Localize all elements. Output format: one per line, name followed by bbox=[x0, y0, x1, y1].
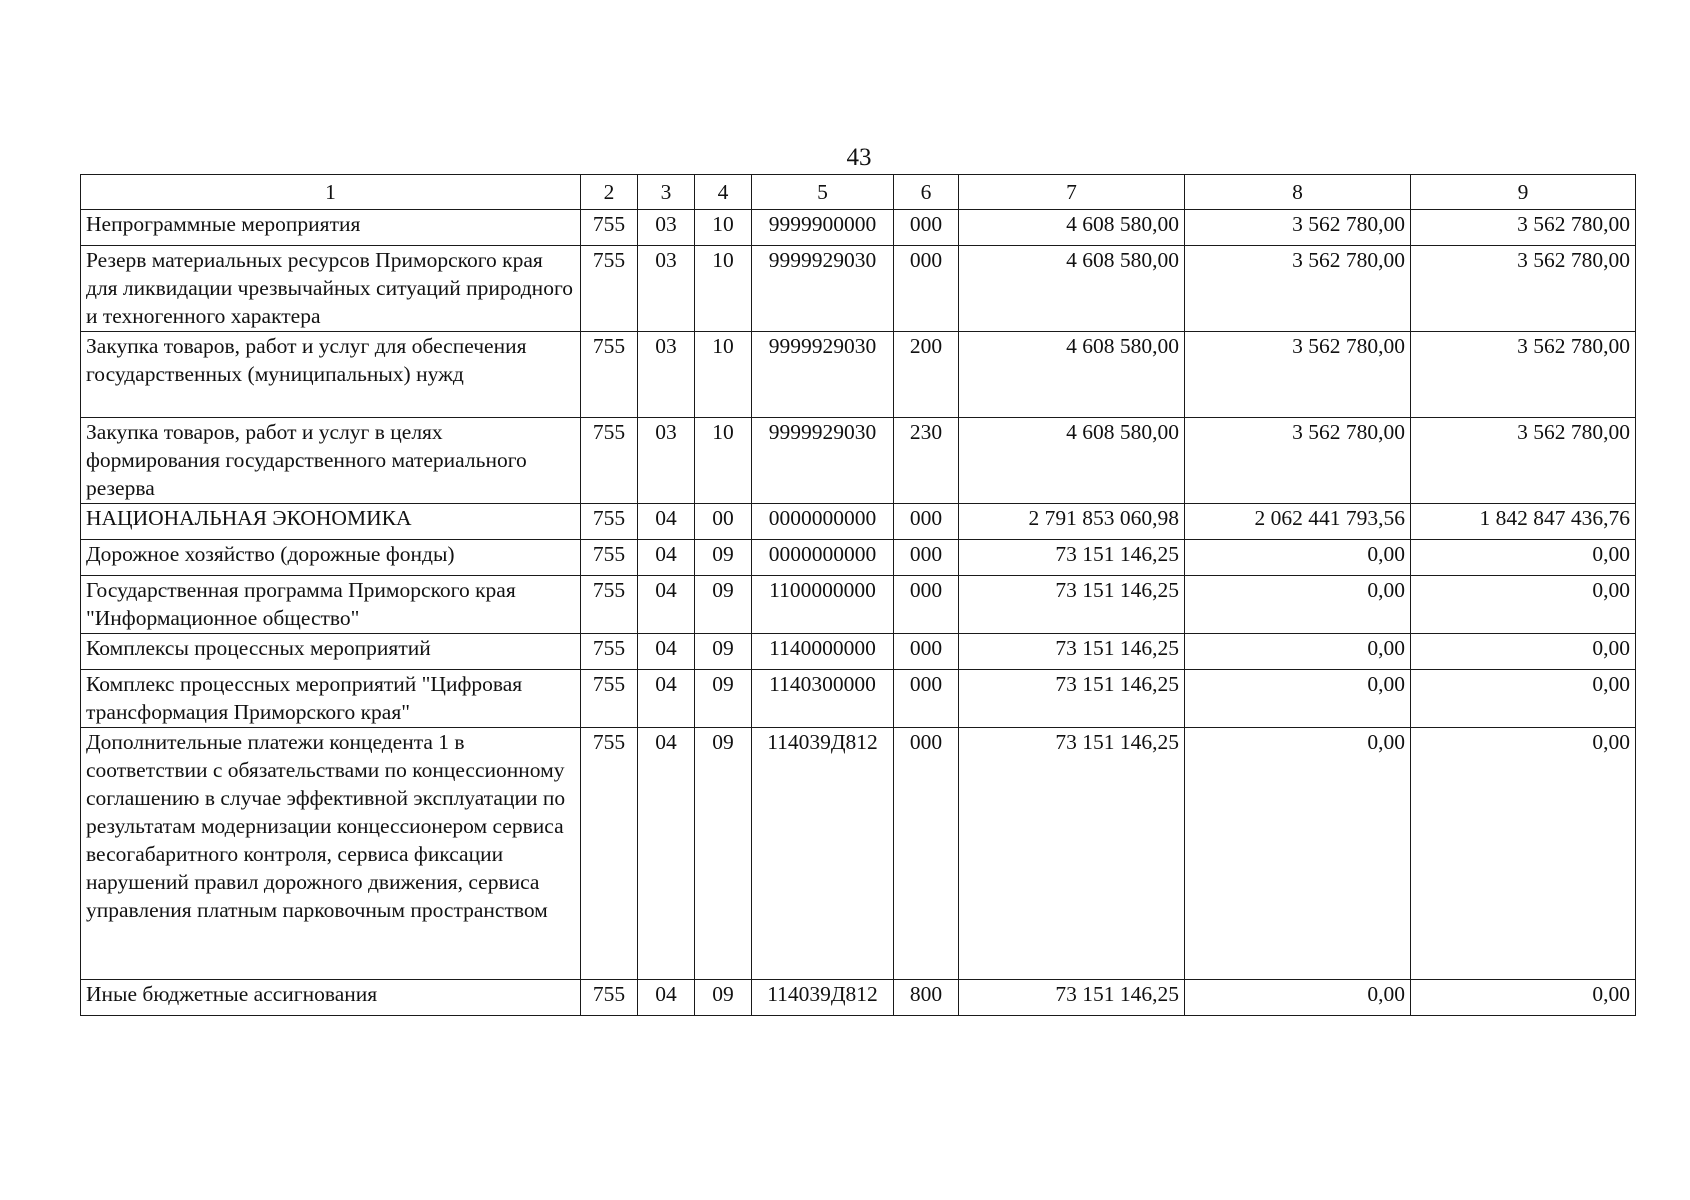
amount-cell-7: 73 151 146,25 bbox=[959, 576, 1185, 634]
amount-cell-7: 73 151 146,25 bbox=[959, 670, 1185, 728]
target-article-cell: 9999929030 bbox=[752, 246, 894, 332]
expense-type-cell: 800 bbox=[894, 980, 959, 1016]
amount-cell-9: 0,00 bbox=[1411, 728, 1636, 980]
section-cell: 04 bbox=[638, 980, 695, 1016]
amount-cell-9: 0,00 bbox=[1411, 670, 1636, 728]
subsection-cell: 10 bbox=[695, 332, 752, 418]
section-cell: 04 bbox=[638, 576, 695, 634]
table-row bbox=[81, 576, 1636, 634]
amount-cell-7: 73 151 146,25 bbox=[959, 728, 1185, 980]
subsection-cell: 10 bbox=[695, 210, 752, 246]
amount-cell-9: 3 562 780,00 bbox=[1411, 332, 1636, 418]
amount-cell-9: 0,00 bbox=[1411, 540, 1636, 576]
amount-cell-9: 3 562 780,00 bbox=[1411, 246, 1636, 332]
table-row bbox=[81, 210, 1636, 246]
header-cell-6: 6 bbox=[894, 175, 959, 210]
amount-cell-7: 73 151 146,25 bbox=[959, 980, 1185, 1016]
subsection-cell: 09 bbox=[695, 728, 752, 980]
code-cell: 755 bbox=[581, 210, 638, 246]
amount-cell-8: 2 062 441 793,56 bbox=[1185, 504, 1411, 540]
table-row bbox=[81, 246, 1636, 332]
row-name: Закупка товаров, работ и услуг в целях формирования государственного материального резерва bbox=[81, 418, 581, 504]
row-name: Государственная программа Приморского края "Информационное общество" bbox=[81, 576, 581, 634]
target-article-cell: 1100000000 bbox=[752, 576, 894, 634]
header-cell-4: 4 bbox=[695, 175, 752, 210]
header-cell-9: 9 bbox=[1411, 175, 1636, 210]
amount-cell-8: 0,00 bbox=[1185, 670, 1411, 728]
row-name: Комплексы процессных мероприятий bbox=[81, 634, 581, 670]
header-cell-5: 5 bbox=[752, 175, 894, 210]
header-row bbox=[81, 175, 1636, 210]
amount-cell-9: 3 562 780,00 bbox=[1411, 418, 1636, 504]
amount-cell-9: 1 842 847 436,76 bbox=[1411, 504, 1636, 540]
target-article-cell: 1140300000 bbox=[752, 670, 894, 728]
amount-cell-9: 0,00 bbox=[1411, 576, 1636, 634]
table-row bbox=[81, 670, 1636, 728]
amount-cell-8: 0,00 bbox=[1185, 576, 1411, 634]
header-cell-7: 7 bbox=[959, 175, 1185, 210]
target-article-cell: 114039Д812 bbox=[752, 728, 894, 980]
subsection-cell: 09 bbox=[695, 540, 752, 576]
row-name: Дополнительные платежи концедента 1 в соответствии с обязательствами по концессионному соглашению в случае эффективной эксплуатации по результатам модернизации концессионером сервиса весогабаритного контроля, сервиса фиксации нарушений правил дорожного движения, сервиса управления платным парковочным пространством bbox=[81, 728, 581, 980]
target-article-cell: 9999929030 bbox=[752, 418, 894, 504]
expense-type-cell: 200 bbox=[894, 332, 959, 418]
amount-cell-7: 2 791 853 060,98 bbox=[959, 504, 1185, 540]
table-row bbox=[81, 728, 1636, 980]
header-cell-2: 2 bbox=[581, 175, 638, 210]
subsection-cell: 09 bbox=[695, 576, 752, 634]
subsection-cell: 09 bbox=[695, 670, 752, 728]
amount-cell-8: 3 562 780,00 bbox=[1185, 246, 1411, 332]
section-cell: 03 bbox=[638, 210, 695, 246]
section-cell: 04 bbox=[638, 670, 695, 728]
amount-cell-8: 0,00 bbox=[1185, 980, 1411, 1016]
amount-cell-7: 4 608 580,00 bbox=[959, 418, 1185, 504]
table-row bbox=[81, 634, 1636, 670]
target-article-cell: 0000000000 bbox=[752, 540, 894, 576]
header-cell-1: 1 bbox=[81, 175, 581, 210]
amount-cell-8: 0,00 bbox=[1185, 540, 1411, 576]
section-cell: 03 bbox=[638, 418, 695, 504]
code-cell: 755 bbox=[581, 670, 638, 728]
target-article-cell: 0000000000 bbox=[752, 504, 894, 540]
table-row bbox=[81, 332, 1636, 418]
amount-cell-8: 3 562 780,00 bbox=[1185, 210, 1411, 246]
table-row bbox=[81, 980, 1636, 1016]
expense-type-cell: 000 bbox=[894, 210, 959, 246]
amount-cell-8: 0,00 bbox=[1185, 634, 1411, 670]
row-name: Непрограммные мероприятия bbox=[81, 210, 581, 246]
target-article-cell: 114039Д812 bbox=[752, 980, 894, 1016]
section-cell: 04 bbox=[638, 504, 695, 540]
amount-cell-7: 73 151 146,25 bbox=[959, 540, 1185, 576]
amount-cell-7: 73 151 146,25 bbox=[959, 634, 1185, 670]
subsection-cell: 10 bbox=[695, 246, 752, 332]
section-cell: 04 bbox=[638, 728, 695, 980]
target-article-cell: 9999929030 bbox=[752, 332, 894, 418]
amount-cell-9: 3 562 780,00 bbox=[1411, 210, 1636, 246]
row-name: Закупка товаров, работ и услуг для обеспечения государственных (муниципальных) нужд bbox=[81, 332, 581, 418]
page-number: 43 bbox=[846, 144, 872, 171]
amount-cell-9: 0,00 bbox=[1411, 634, 1636, 670]
row-name: Дорожное хозяйство (дорожные фонды) bbox=[81, 540, 581, 576]
amount-cell-7: 4 608 580,00 bbox=[959, 246, 1185, 332]
section-cell: 04 bbox=[638, 634, 695, 670]
code-cell: 755 bbox=[581, 504, 638, 540]
expense-type-cell: 230 bbox=[894, 418, 959, 504]
expense-type-cell: 000 bbox=[894, 634, 959, 670]
expense-type-cell: 000 bbox=[894, 504, 959, 540]
expense-type-cell: 000 bbox=[894, 576, 959, 634]
amount-cell-7: 4 608 580,00 bbox=[959, 210, 1185, 246]
expense-type-cell: 000 bbox=[894, 728, 959, 980]
row-name: Резерв материальных ресурсов Приморского края для ликвидации чрезвычайных ситуаций природного и техногенного характера bbox=[81, 246, 581, 332]
code-cell: 755 bbox=[581, 634, 638, 670]
subsection-cell: 09 bbox=[695, 980, 752, 1016]
row-name: Комплекс процессных мероприятий "Цифровая трансформация Приморского края" bbox=[81, 670, 581, 728]
amount-cell-7: 4 608 580,00 bbox=[959, 332, 1185, 418]
header-cell-8: 8 bbox=[1185, 175, 1411, 210]
expense-type-cell: 000 bbox=[894, 246, 959, 332]
subsection-cell: 10 bbox=[695, 418, 752, 504]
table-row bbox=[81, 540, 1636, 576]
amount-cell-8: 3 562 780,00 bbox=[1185, 332, 1411, 418]
code-cell: 755 bbox=[581, 418, 638, 504]
row-name: Иные бюджетные ассигнования bbox=[81, 980, 581, 1016]
code-cell: 755 bbox=[581, 246, 638, 332]
code-cell: 755 bbox=[581, 540, 638, 576]
code-cell: 755 bbox=[581, 980, 638, 1016]
table-row bbox=[81, 504, 1636, 540]
section-cell: 03 bbox=[638, 246, 695, 332]
subsection-cell: 09 bbox=[695, 634, 752, 670]
target-article-cell: 9999900000 bbox=[752, 210, 894, 246]
budget-table bbox=[80, 174, 1636, 1016]
header-cell-3: 3 bbox=[638, 175, 695, 210]
amount-cell-9: 0,00 bbox=[1411, 980, 1636, 1016]
amount-cell-8: 3 562 780,00 bbox=[1185, 418, 1411, 504]
section-cell: 03 bbox=[638, 332, 695, 418]
target-article-cell: 1140000000 bbox=[752, 634, 894, 670]
expense-type-cell: 000 bbox=[894, 540, 959, 576]
subsection-cell: 00 bbox=[695, 504, 752, 540]
amount-cell-8: 0,00 bbox=[1185, 728, 1411, 980]
code-cell: 755 bbox=[581, 728, 638, 980]
code-cell: 755 bbox=[581, 332, 638, 418]
row-name: НАЦИОНАЛЬНАЯ ЭКОНОМИКА bbox=[81, 504, 581, 540]
section-cell: 04 bbox=[638, 540, 695, 576]
expense-type-cell: 000 bbox=[894, 670, 959, 728]
code-cell: 755 bbox=[581, 576, 638, 634]
table-row bbox=[81, 418, 1636, 504]
